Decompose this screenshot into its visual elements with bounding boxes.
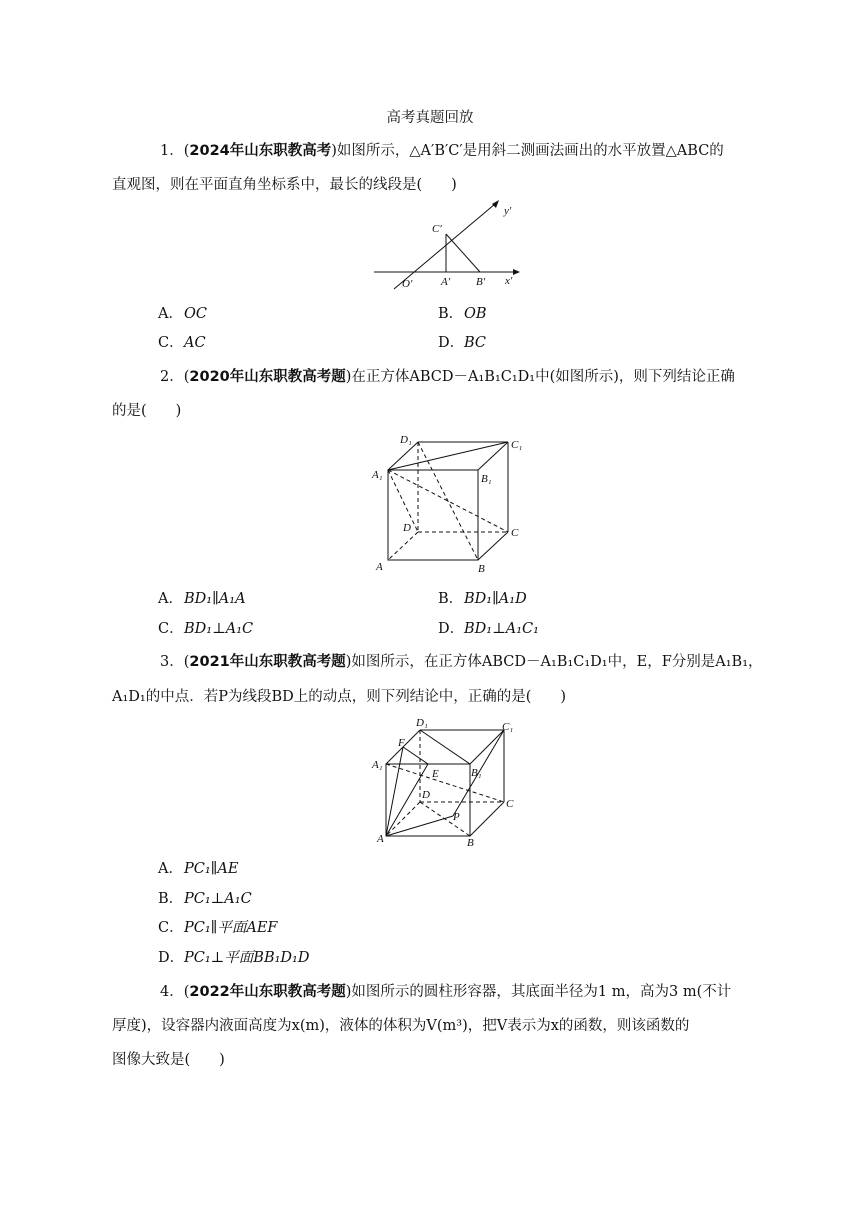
q3-option-c[interactable]: C．PC₁∥平面AEF [158, 920, 278, 936]
q2-option-b[interactable]: B．BD₁∥A₁D [438, 591, 527, 607]
svg-text:D: D [403, 522, 411, 534]
q2-stem-line2: 的是( ) [112, 403, 182, 419]
q1-option-d[interactable]: D．BC [438, 335, 487, 351]
q2-option-a[interactable]: A．BD₁∥A₁A [158, 591, 246, 607]
q4-number: 4．( [160, 984, 190, 1000]
q1-label-x: x′ [505, 275, 513, 287]
q2-option-c[interactable]: C．BD₁⊥A₁C [158, 621, 254, 637]
svg-text:D: D [422, 789, 430, 801]
q4-stem-line2: 厚度)，设容器内液面高度为x(m)，液体的体积为V(m³)，把V表示为x的函数，则该函数的 [112, 1018, 690, 1034]
q3-option-b[interactable]: B．PC₁⊥A₁C [158, 891, 252, 907]
q1-figure [368, 196, 528, 294]
svg-text:A: A [376, 561, 383, 573]
svg-text:C: C [511, 527, 519, 539]
svg-text:C₁: C₁ [502, 721, 514, 733]
q1-source: 2024年山东职教高考 [189, 143, 332, 159]
q1-stem-line1 [160, 139, 724, 160]
q1-option-c[interactable]: C．AC [158, 335, 206, 351]
q3-number: 3．( [160, 654, 190, 670]
svg-text:P: P [453, 811, 460, 823]
q2-stem-line1 [160, 365, 735, 386]
q1-label-A: A′ [441, 276, 451, 288]
svg-text:F: F [398, 737, 405, 749]
q3-stem-line2: A₁D₁的中点．若P为线段BD上的动点，则下列结论中，正确的是( ) [112, 689, 567, 705]
svg-text:D₁: D₁ [400, 434, 412, 446]
svg-text:B₁: B₁ [471, 767, 482, 779]
q3-stem-line1 [160, 650, 763, 671]
q2-number: 2．( [160, 369, 190, 385]
q3-source: 2021年山东职教高考题 [189, 654, 346, 670]
svg-text:D₁: D₁ [416, 717, 428, 729]
q2-figure [368, 428, 538, 576]
q2-option-d[interactable]: D．BD₁⊥A₁C₁ [438, 621, 539, 637]
q3-option-a[interactable]: A．PC₁∥AE [158, 861, 239, 877]
svg-text:E: E [432, 768, 439, 780]
q4-stem-line1 [160, 980, 731, 1001]
q1-option-a[interactable]: A．OC [158, 306, 207, 322]
q1-label-y: y′ [504, 205, 512, 217]
q1-text-a: )如图所示，△A′B′C′是用斜二测画法画出的水平放置△ABC的 [331, 143, 724, 159]
svg-text:C: C [506, 798, 514, 810]
q1-stem-line2: 直观图，则在平面直角坐标系中，最长的线段是( ) [112, 177, 457, 193]
q1-side-cb [446, 234, 480, 272]
q4-text-a: )如图所示的圆柱形容器，其底面半径为1 m，高为3 m(不计 [345, 984, 732, 1000]
svg-text:A₁: A₁ [372, 469, 383, 481]
q2-text-a: )在正方体ABCD－A₁B₁C₁D₁中(如图所示)，则下列结论正确 [345, 369, 735, 385]
q1-number: 1．( [160, 143, 190, 159]
svg-text:C₁: C₁ [511, 439, 523, 451]
q1-label-B: B′ [476, 276, 486, 288]
q3-option-d[interactable]: D．PC₁⊥平面BB₁D₁D [158, 950, 310, 966]
q4-source: 2022年山东职教高考题 [189, 984, 346, 1000]
q3-figure [368, 712, 528, 852]
q1-option-b[interactable]: B．OB [438, 306, 487, 322]
svg-text:B: B [467, 837, 474, 849]
q1-label-C: C′ [432, 223, 442, 235]
q3-text-a: )如图所示，在正方体ABCD－A₁B₁C₁D₁中，E，F分别是A₁B₁， [345, 654, 763, 670]
svg-text:B: B [478, 563, 485, 575]
section-title: 高考真题回放 [386, 110, 474, 126]
svg-text:A: A [377, 833, 384, 845]
q1-label-O: O′ [402, 278, 413, 290]
svg-text:A₁: A₁ [372, 759, 383, 771]
q4-stem-line3: 图像大致是( ) [112, 1052, 225, 1068]
svg-text:B₁: B₁ [481, 473, 492, 485]
q2-source: 2020年山东职教高考题 [189, 369, 346, 385]
